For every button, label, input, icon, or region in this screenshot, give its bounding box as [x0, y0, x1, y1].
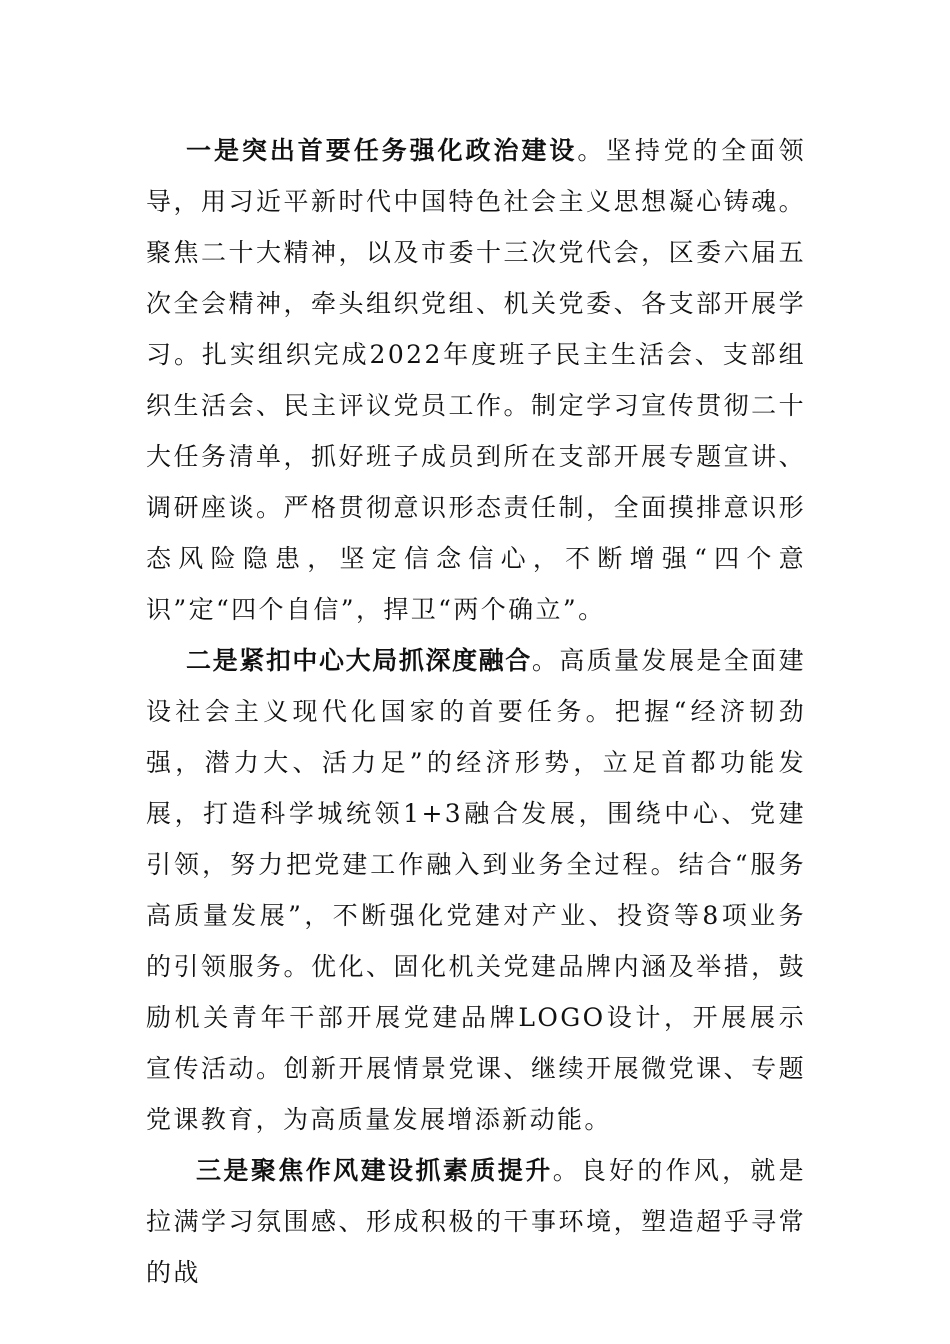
paragraph-2: [146, 635, 806, 1145]
paragraph-3-heading: 三是聚焦作风建设抓素质提升: [196, 1156, 553, 1185]
paragraph-3-body: 。良好的作风，就是拉满学习氛围感、形成积极的干事环境，塑造超乎寻常的战: [146, 1156, 806, 1287]
paragraph-3: [146, 1145, 806, 1298]
paragraph-1-body: 。坚持党的全面领导，用习近平新时代中国特色社会主义思想凝心铸魂。聚焦二十大精神，以及市委十三次党代会，区委六届五次全会精神，牵头组织党组、机关党委、各支部开展学习。扎实组织完成2022年度班子民主生活会、支部组织生活会、民主评议党员工作。制定学习宣传贯彻二十大任务清单，抓好班子成员到所在支部开展专题宣讲、调研座谈。严格贯彻意识形态责任制，全面摸排意识形态风险隐患，坚定信念信心，不断增强“四个意识”定“四个自信”，捍卫“两个确立”。: [146, 136, 807, 624]
document-body: [146, 125, 806, 1298]
paragraph-1: [146, 125, 806, 635]
paragraph-2-body: 。高质量发展是全面建设社会主义现代化国家的首要任务。把握“经济韧劲强，潜力大、活力足”的经济形势，立足首都功能发展，打造科学城统领1+3融合发展，围绕中心、党建引领，努力把党建工作融入到业务全过程。结合“服务高质量发展”，不断强化党建对产业、投资等8项业务的引领服务。优化、固化机关党建品牌内涵及举措，鼓励机关青年干部开展党建品牌LOGO设计，开展展示宣传活动。创新开展情景党课、继续开展微党课、专题党课教育，为高质量发展增添新动能。: [146, 646, 806, 1134]
paragraph-2-heading: 二是紧扣中心大局抓深度融合: [186, 646, 532, 675]
paragraph-1-heading: 一是突出首要任务强化政治建设: [186, 136, 578, 165]
